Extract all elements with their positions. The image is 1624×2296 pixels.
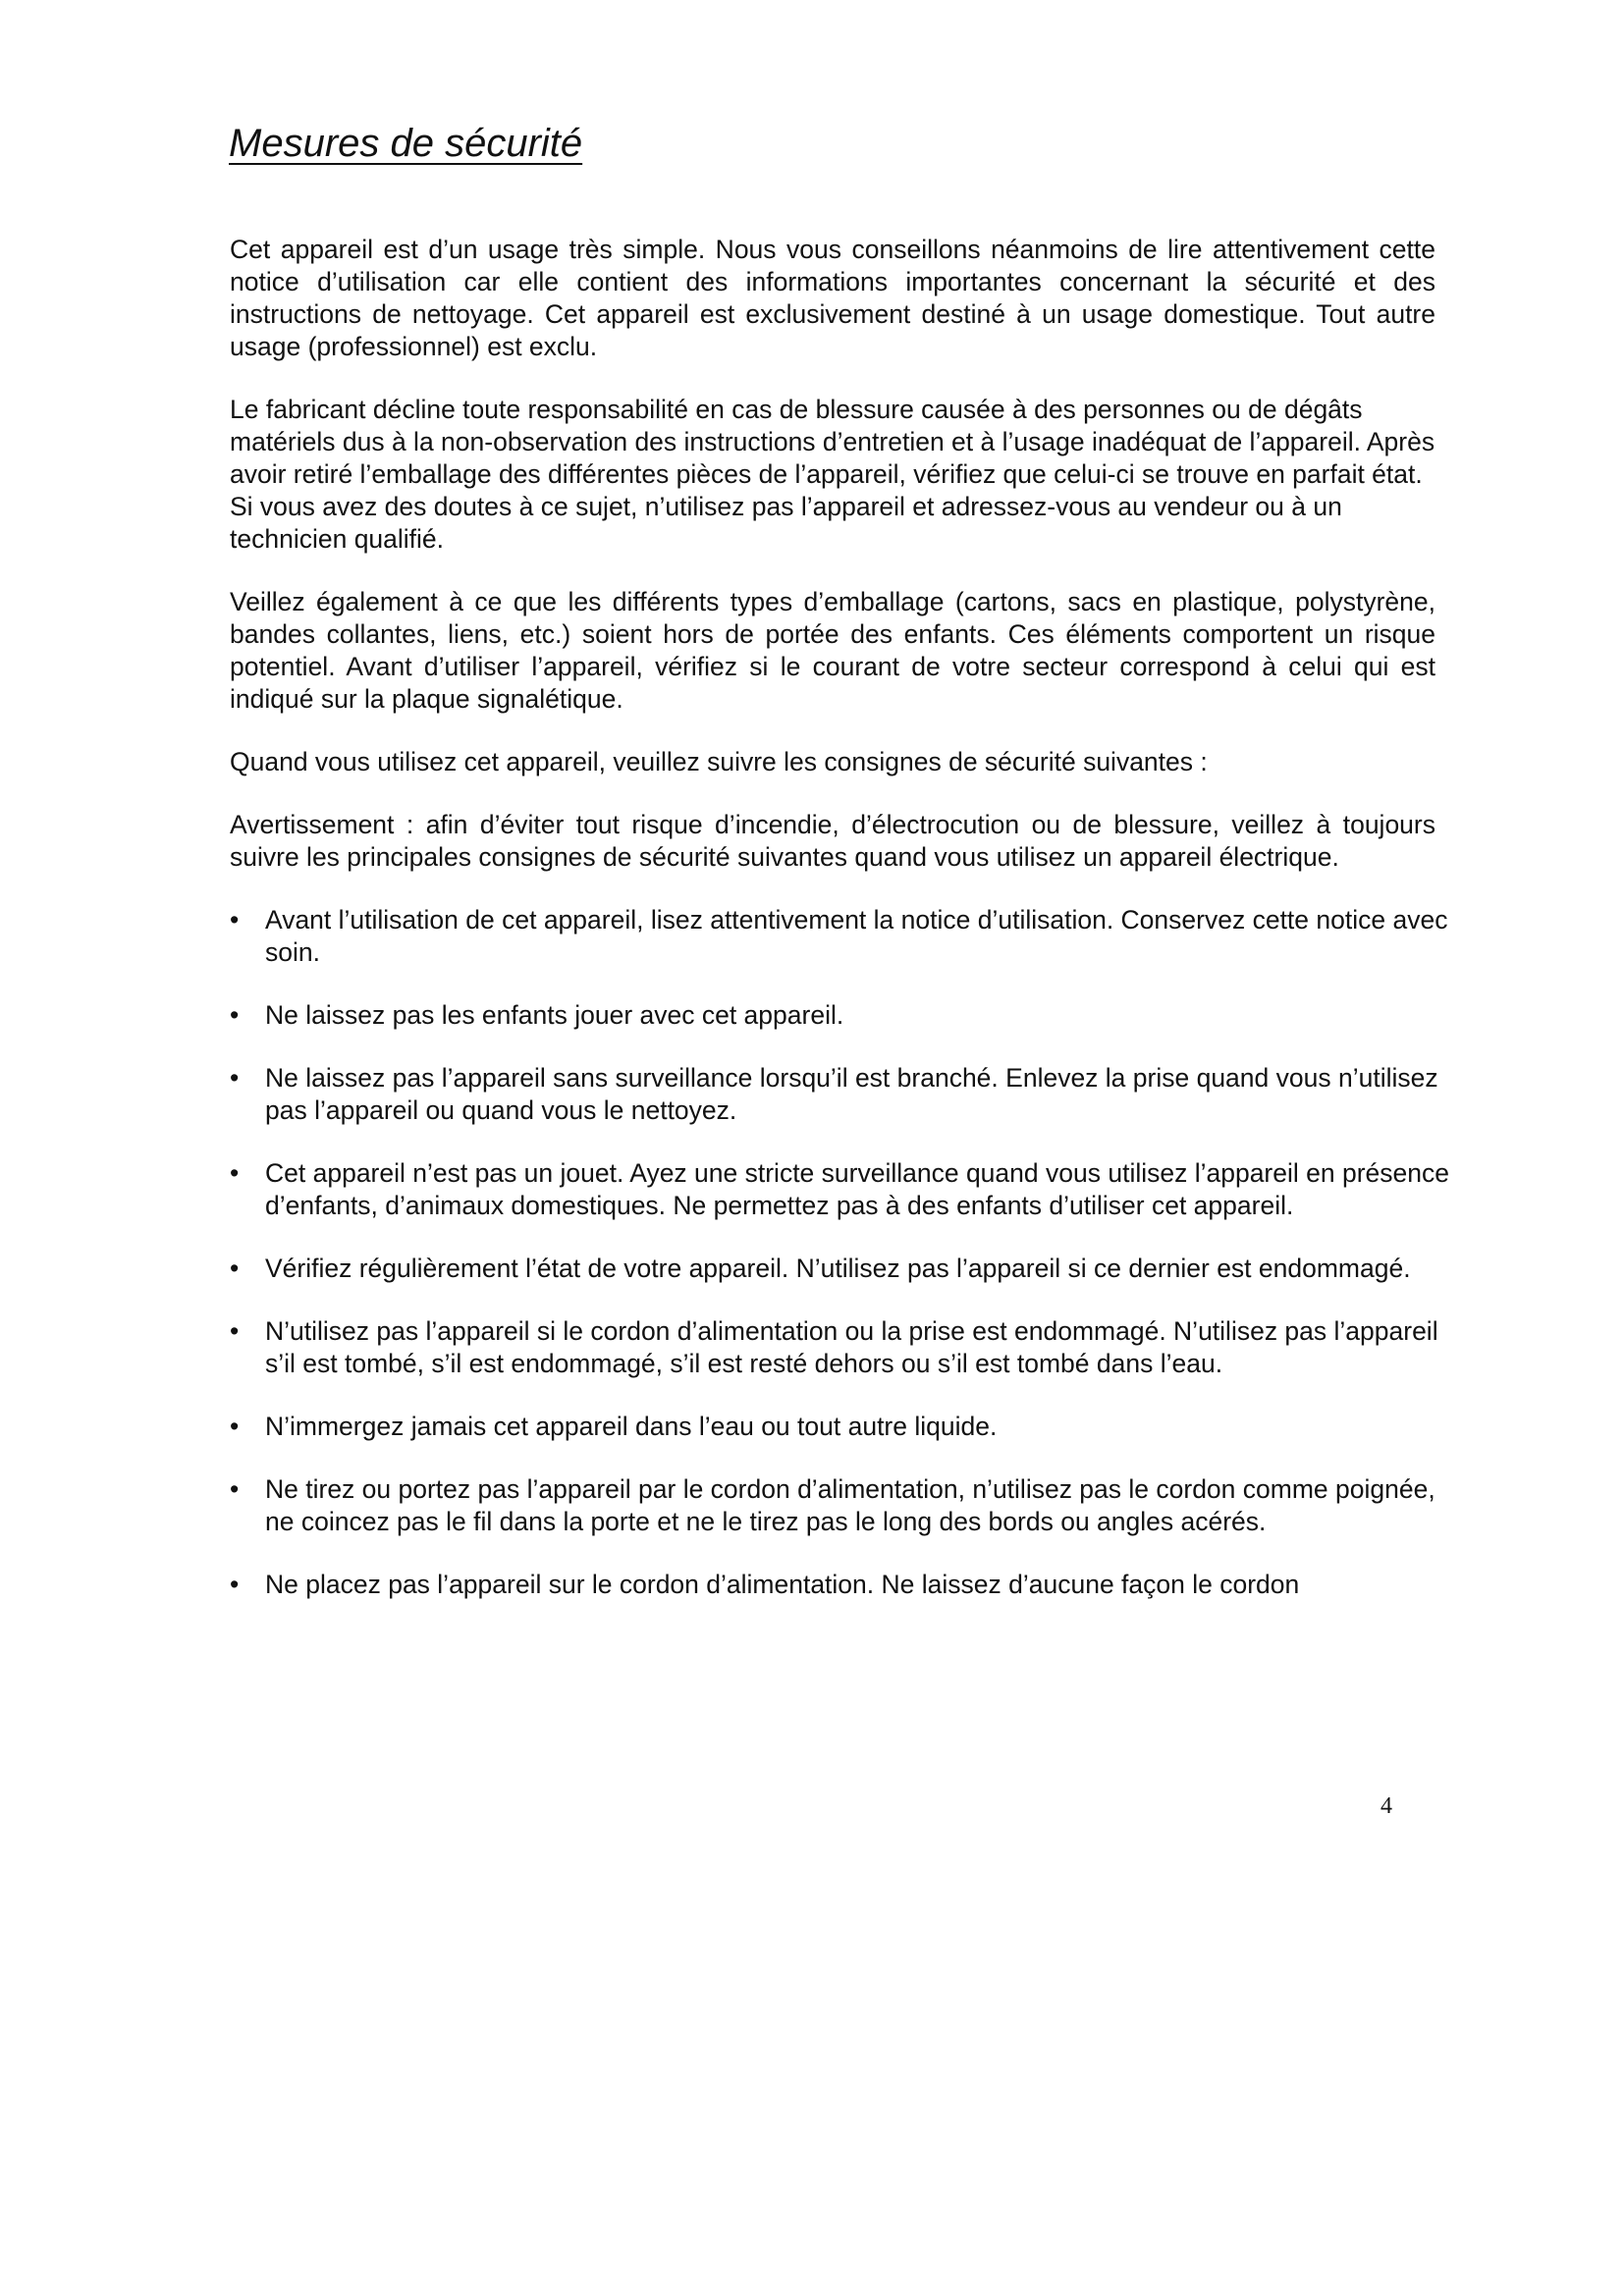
list-item-text: Ne laissez pas l’appareil sans surveillance lorsqu’il est branché. Enlevez la prise quand vous n’utilisez pas l’appareil ou quand vous le nettoyez.	[265, 1063, 1438, 1125]
safety-instructions-list	[230, 904, 1449, 1601]
document-body	[230, 234, 1449, 1631]
list-item	[230, 1253, 1453, 1285]
list-item-text: Vérifiez régulièrement l’état de votre appareil. N’utilisez pas l’appareil si ce dernier est endommagé.	[265, 1254, 1411, 1283]
bullet-icon: •	[230, 1158, 240, 1188]
bullet-icon: •	[230, 905, 240, 934]
bullet-icon: •	[230, 1063, 240, 1093]
list-item	[230, 1315, 1453, 1380]
list-item	[230, 1411, 1453, 1443]
bullet-icon: •	[230, 1000, 240, 1030]
list-item	[230, 999, 1453, 1032]
list-item-text: Ne laissez pas les enfants jouer avec cet appareil.	[265, 1000, 844, 1030]
list-item-text: Ne placez pas l’appareil sur le cordon d’alimentation. Ne laissez d’aucune façon le cordon	[265, 1570, 1300, 1599]
page-number: 4	[1380, 1793, 1392, 1819]
packaging-paragraph: Veillez également à ce que les différents types d’emballage (cartons, sacs en plastique, polystyrène, bandes collantes, liens, etc.) soient hors de portée des enfants. Ces éléments comportent un risque potentiel. Avant d’utiliser l’appareil, vérifiez si le courant de votre secteur correspond à celui qui est indiqué sur la plaque signalétique.	[230, 587, 1435, 714]
list-item	[230, 1569, 1453, 1601]
list-item-text: Avant l’utilisation de cet appareil, lisez attentivement la notice d’utilisation. Conservez cette notice avec soin.	[265, 905, 1448, 967]
bullet-icon: •	[230, 1570, 240, 1599]
list-item	[230, 904, 1453, 969]
list-item	[230, 1062, 1453, 1127]
intro-paragraph: Cet appareil est d’un usage très simple. Nous vous conseillons néanmoins de lire attentivement cette notice d’utilisation car elle contient des informations importantes concernant la sécurité et des instructions de nettoyage. Cet appareil est exclusivement destiné à un usage domestique. Tout autre usage (professionnel) est exclu.	[230, 235, 1435, 361]
list-item	[230, 1473, 1453, 1538]
bullet-icon: •	[230, 1316, 240, 1346]
instructions-lead-paragraph: Quand vous utilisez cet appareil, veuillez suivre les consignes de sécurité suivantes :	[230, 747, 1208, 776]
bullet-icon: •	[230, 1412, 240, 1441]
bullet-icon: •	[230, 1474, 240, 1504]
list-item-text: N’utilisez pas l’appareil si le cordon d’alimentation ou la prise est endommagé. N’utilisez pas l’appareil s’il est tombé, s’il est endommagé, s’il est resté dehors ou s’il est tombé dans l’eau.	[265, 1316, 1438, 1378]
liability-paragraph: Le fabricant décline toute responsabilité en cas de blessure causée à des personnes ou de dégâts matériels dus à la non-observation des instructions d’entretien et à l’usage inadéquat de l’appareil. Après avoir retiré l’emballage des différentes pièces de l’appareil, vérifiez que celui-ci se trouve en parfait état. Si vous avez des doutes à ce sujet, n’utilisez pas l’appareil et adressez-vous au vendeur ou à un technicien qualifié.	[230, 395, 1435, 554]
page-title: Mesures de sécurité	[229, 122, 583, 165]
list-item	[230, 1157, 1453, 1222]
list-item-text: Ne tirez ou portez pas l’appareil par le cordon d’alimentation, n’utilisez pas le cordon comme poignée, ne coincez pas le fil dans la porte et ne le tirez pas le long des bords ou angles acérés.	[265, 1474, 1435, 1536]
list-item-text: Cet appareil n’est pas un jouet. Ayez une stricte surveillance quand vous utilisez l’appareil en présence d’enfants, d’animaux domestiques. Ne permettez pas à des enfants d’utiliser cet appareil.	[265, 1158, 1449, 1220]
warning-paragraph: Avertissement : afin d’éviter tout risque d’incendie, d’électrocution ou de blessure, veillez à toujours suivre les principales consignes de sécurité suivantes quand vous utilisez un appareil électrique.	[230, 810, 1435, 872]
bullet-icon: •	[230, 1254, 240, 1283]
list-item-text: N’immergez jamais cet appareil dans l’eau ou tout autre liquide.	[265, 1412, 998, 1441]
